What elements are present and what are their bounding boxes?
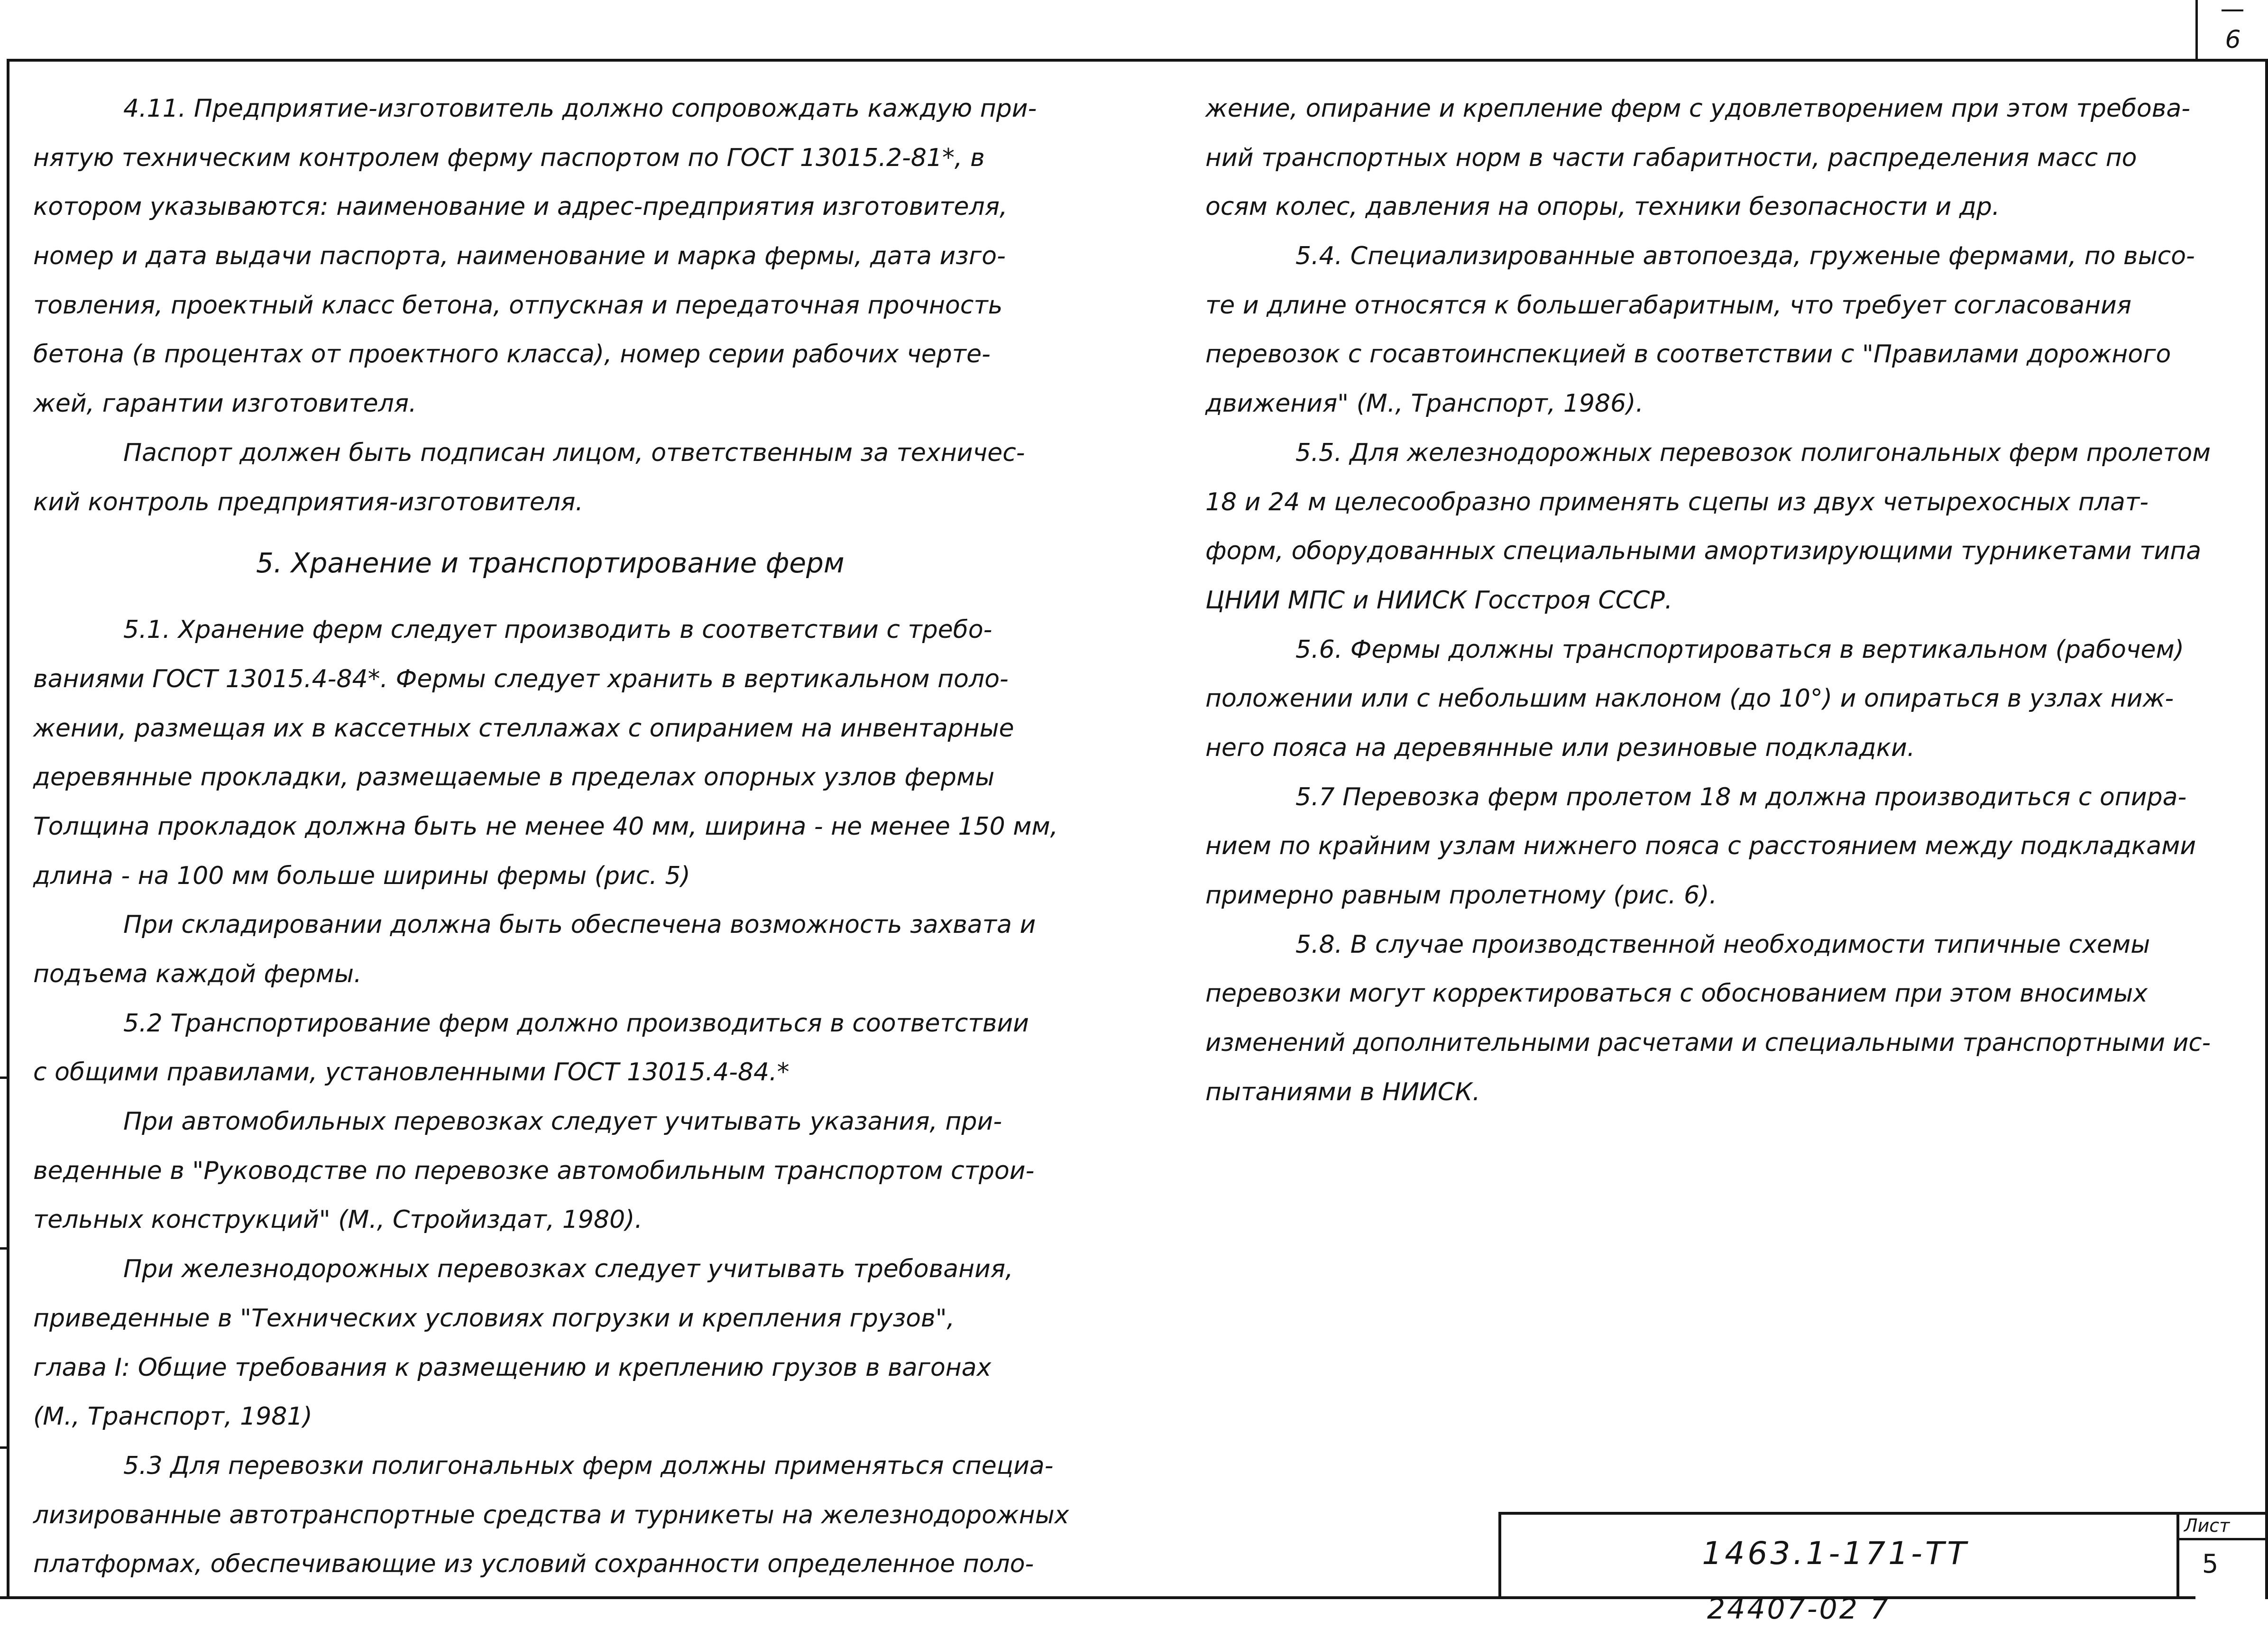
text-line: 5.2 Транспортирование ферм должно производиться в соответствии xyxy=(123,1009,1029,1038)
text-line: Толщина прокладок должна быть не менее 40 мм, ширина - не менее 150 мм, xyxy=(33,812,1058,841)
text-line: примерно равным пролетному (рис. 6). xyxy=(1205,881,1717,910)
text-line: 5.5. Для железнодорожных перевозок полигональных ферм пролетом xyxy=(1295,438,2211,467)
text-line: 4.11. Предприятие-изготовитель должно сопровождать каждую при- xyxy=(123,94,1037,123)
text-line: платформах, обеспечивающие из условий сохранности определенное поло- xyxy=(33,1550,1034,1579)
text-line: нием по крайним узлам нижнего пояса с расстоянием между подкладками xyxy=(1205,832,2196,861)
text-line: жей, гарантии изготовителя. xyxy=(33,389,417,418)
page-marker-number: 6 xyxy=(2225,26,2241,54)
text-line: При железнодорожных перевозках следует учитывать требования, xyxy=(123,1255,1013,1284)
text-line: При автомобильных перевозках следует учитывать указания, при- xyxy=(123,1107,1002,1136)
page-marker xyxy=(2195,0,2268,59)
text-line: изменений дополнительными расчетами и специальными транспортными ис- xyxy=(1205,1029,2211,1058)
frame-right-border xyxy=(2265,59,2268,1599)
text-line: (М., Транспорт, 1981) xyxy=(33,1402,312,1431)
text-line: товления, проектный класс бетона, отпускная и передаточная прочность xyxy=(33,291,1003,320)
text-line: ЦНИИ МПС и НИИСК Госстроя СССР. xyxy=(1205,586,1673,615)
text-line: номер и дата выдачи паспорта, наименование и марка фермы, дата изго- xyxy=(33,242,1006,271)
text-line: ваниями ГОСТ 13015.4-84*. Фермы следует хранить в вертикальном поло- xyxy=(33,664,1009,693)
text-line: осям колес, давления на опоры, техники безопасности и др. xyxy=(1205,193,2000,221)
text-line: движения" (М., Транспорт, 1986). xyxy=(1205,389,1644,418)
text-line: пытаниями в НИИСК. xyxy=(1205,1077,1480,1106)
text-line: 5.1. Хранение ферм следует производить в соответствии с требо- xyxy=(123,616,992,644)
text-line: приведенные в "Технических условиях погрузки и крепления грузов", xyxy=(33,1304,955,1333)
text-line: 5.7 Перевозка ферм пролетом 18 м должна производиться с опира- xyxy=(1295,782,2187,811)
text-line: 18 и 24 м целесообразно применять сцепы из двух четырехосных плат- xyxy=(1205,488,2149,516)
page-marker-dash xyxy=(2222,9,2243,11)
text-line: Паспорт должен быть подписан лицом, ответственным за техничес- xyxy=(123,438,1025,467)
sheet-number-cell xyxy=(2176,1512,2268,1596)
text-line: перевозки могут корректироваться с обоснованием при этом вносимых xyxy=(1205,979,2148,1008)
text-line: длина - на 100 мм больше ширины фермы (рис. 5) xyxy=(33,861,690,890)
text-line: те и длине относятся к большегабаритным, что требует согласования xyxy=(1205,291,2132,320)
binding-margin-mark xyxy=(0,1446,9,1449)
text-line: жении, размещая их в кассетных стеллажах с опиранием на инвентарные xyxy=(33,714,1014,743)
text-line: 5.4. Специализированные автопоезда, груженые фермами, по высо- xyxy=(1295,242,2195,271)
text-line: нятую техническим контролем ферму паспортом по ГОСТ 13015.2-81*, в xyxy=(33,143,985,172)
binding-margin-mark xyxy=(0,1077,9,1079)
text-line: него пояса на деревянные или резиновые подкладки. xyxy=(1205,733,1915,762)
text-line: положении или с небольшим наклоном (до 10°) и опираться в узлах ниж- xyxy=(1205,684,2174,713)
text-line: тельных конструкций" (М., Стройиздат, 1980). xyxy=(33,1206,643,1234)
frame-top-border xyxy=(7,59,2268,62)
inventory-number: 24407-02 7 xyxy=(1707,1592,1891,1626)
sheet-label: Лист xyxy=(2184,1515,2230,1536)
text-line: кий контроль предприятия-изготовителя. xyxy=(33,488,583,516)
section-heading: 5. Хранение и транспортирование ферм xyxy=(256,547,845,580)
text-line: с общими правилами, установленными ГОСТ 13015.4-84.* xyxy=(33,1058,790,1087)
text-line: веденные в "Руководстве по перевозке автомобильным транспортом строи- xyxy=(33,1156,1035,1185)
right-text-column xyxy=(1205,84,2228,1117)
sheet-label-box xyxy=(2179,1512,2268,1540)
frame-left-border xyxy=(7,59,9,1599)
document-code: 1463.1-171-ТТ xyxy=(1702,1535,1969,1572)
title-block xyxy=(1498,1512,2268,1596)
text-line: лизированные автотранспортные средства и турникеты на железнодорожных xyxy=(33,1500,1069,1529)
text-line: котором указываются: наименование и адрес-предприятия изготовителя, xyxy=(33,193,1008,221)
text-line: бетона (в процентах от проектного класса), номер серии рабочих черте- xyxy=(33,340,991,369)
text-line: форм, оборудованных специальными амортизирующими турникетами типа xyxy=(1205,537,2202,566)
left-text-column xyxy=(33,84,1069,1589)
text-line: деревянные прокладки, размещаемые в пределах опорных узлов фермы xyxy=(33,763,995,792)
binding-margin-mark xyxy=(0,1247,9,1250)
text-line: 5.3 Для перевозки полигональных ферм должны применяться специа- xyxy=(123,1451,1054,1480)
text-line: глава I: Общие требования к размещению и креплению грузов в вагонах xyxy=(33,1353,992,1382)
text-line: 5.8. В случае производственной необходимости типичные схемы xyxy=(1295,930,2150,959)
sheet-number: 5 xyxy=(2202,1549,2219,1579)
text-line: ний транспортных норм в части габаритности, распределения масс по xyxy=(1205,143,2137,172)
text-line: 5.6. Фермы должны транспортироваться в вертикальном (рабочем) xyxy=(1295,635,2185,664)
text-line: перевозок с госавтоинспекцией в соответствии с "Правилами дорожного xyxy=(1205,340,2171,369)
text-line: подъема каждой фермы. xyxy=(33,960,362,988)
text-line: жение, опирание и крепление ферм с удовлетворением при этом требова- xyxy=(1205,94,2190,123)
text-line: При складировании должна быть обеспечена возможность захвата и xyxy=(123,911,1036,939)
